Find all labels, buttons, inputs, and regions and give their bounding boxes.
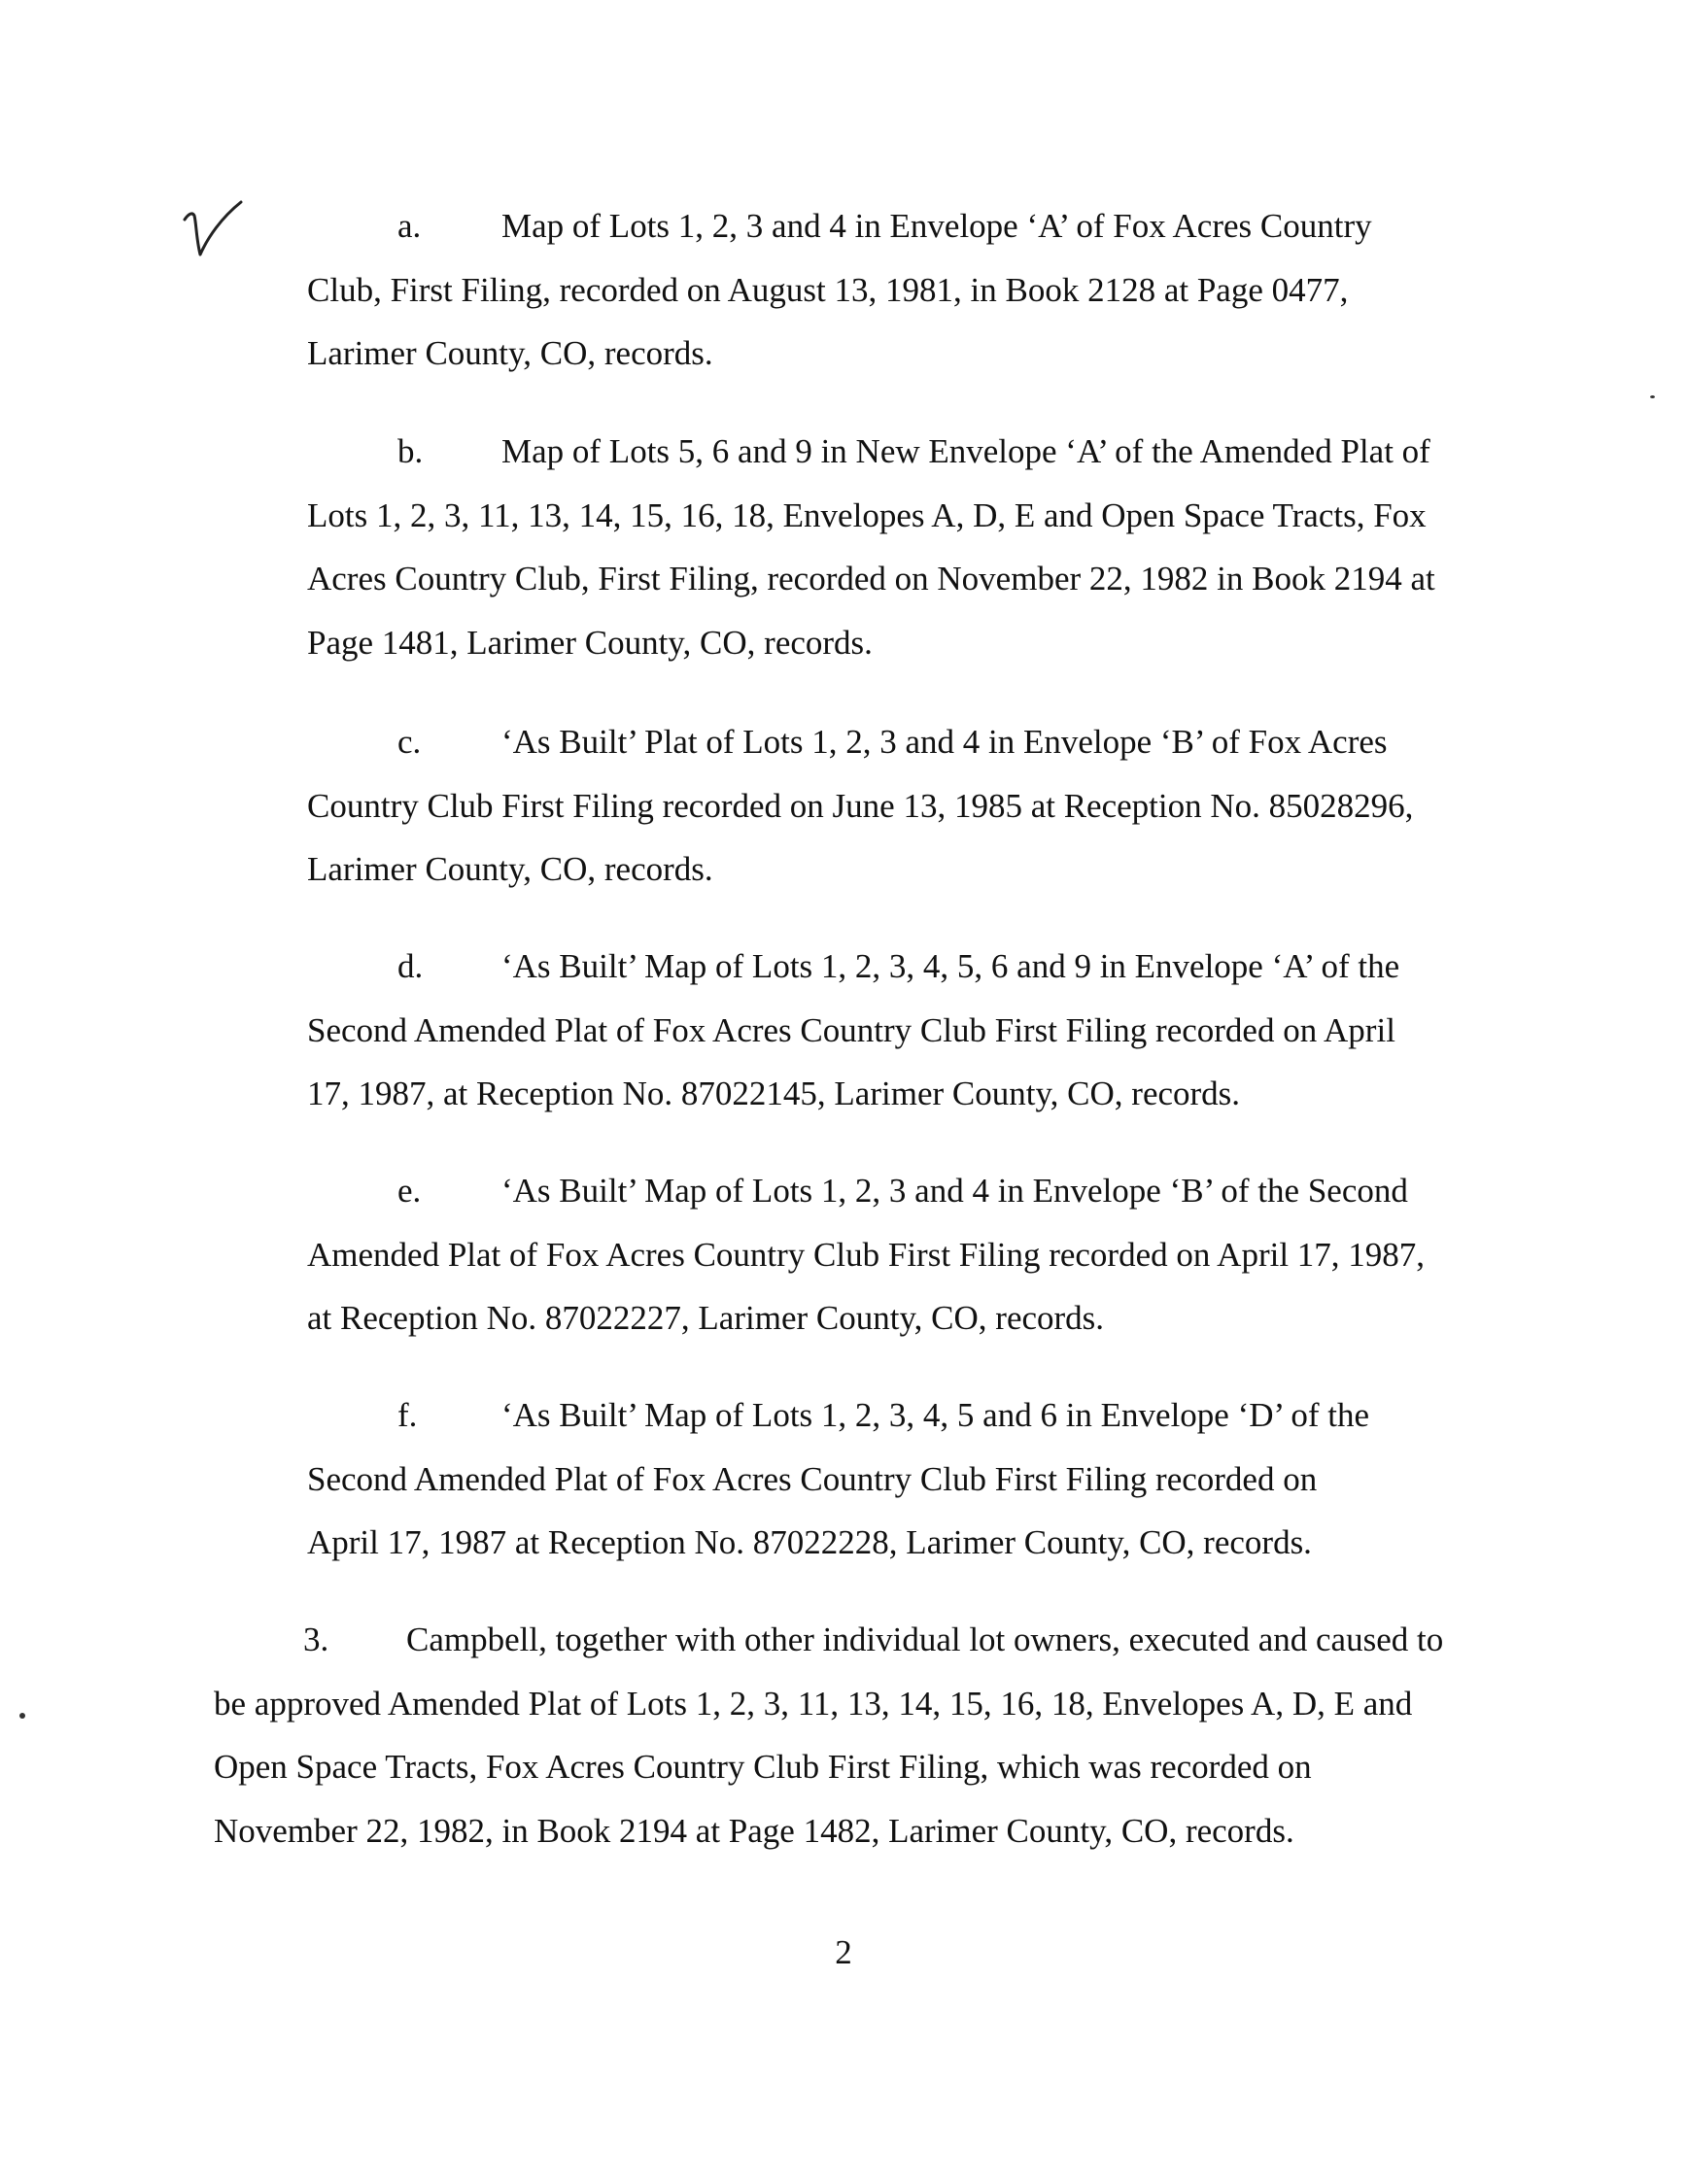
item-line: Second Amended Plat of Fox Acres Country Club First Filing recorded on April	[307, 1010, 1395, 1049]
list-item-f	[307, 1383, 1369, 1575]
item-line: Larimer County, CO, records.	[307, 850, 713, 888]
item-line: ‘As Built’ Map of Lots 1, 2, 3, 4, 5, 6 and 9 in Envelope ‘A’ of the	[501, 947, 1400, 985]
item-line: 17, 1987, at Reception No. 87022145, Larimer County, CO, records.	[307, 1075, 1241, 1112]
item-label: d.	[397, 947, 424, 985]
item-line: Page 1481, Larimer County, CO, records.	[307, 623, 873, 662]
item-line: Larimer County, CO, records.	[307, 334, 713, 372]
list-item-e	[307, 1159, 1425, 1350]
page-number: 2	[835, 1933, 852, 1971]
item-label: b.	[397, 432, 424, 470]
paragraph-number: 3.	[303, 1621, 329, 1658]
paragraph-3	[214, 1608, 1443, 1862]
handwritten-check-mark	[179, 194, 247, 262]
item-line: ‘As Built’ Map of Lots 1, 2, 3, 4, 5 and 6 in Envelope ‘D’ of the	[501, 1396, 1369, 1434]
item-line: ‘As Built’ Map of Lots 1, 2, 3 and 4 in Envelope ‘B’ of the Second	[501, 1172, 1408, 1210]
item-line: Club, First Filing, recorded on August 13, 1981, in Book 2128 at Page 0477,	[307, 270, 1349, 309]
item-line: at Reception No. 87022227, Larimer County, CO, records.	[307, 1299, 1105, 1337]
item-label: f.	[397, 1396, 418, 1434]
item-line: ‘As Built’ Plat of Lots 1, 2, 3 and 4 in Envelope ‘B’ of Fox Acres	[501, 723, 1388, 761]
item-line: Acres Country Club, First Filing, recorded on November 22, 1982 in Book 2194 at	[307, 560, 1435, 597]
item-label: e.	[397, 1172, 422, 1210]
scan-speck	[1650, 395, 1655, 398]
scan-speck	[19, 1713, 25, 1719]
item-line: Amended Plat of Fox Acres Country Club First Filing recorded on April 17, 1987,	[307, 1235, 1426, 1274]
paragraph-line: November 22, 1982, in Book 2194 at Page 1482, Larimer County, CO, records.	[214, 1811, 1294, 1850]
item-line: Second Amended Plat of Fox Acres Country Club First Filing recorded on	[307, 1459, 1318, 1498]
list-item-b	[307, 420, 1435, 674]
item-label: c.	[397, 723, 422, 761]
paragraph-line: Open Space Tracts, Fox Acres Country Club First Filing, which was recorded on	[214, 1748, 1312, 1786]
item-line: Country Club First Filing recorded on June 13, 1985 at Reception No. 85028296,	[307, 786, 1414, 825]
list-item-c	[307, 710, 1413, 902]
paragraph-line: be approved Amended Plat of Lots 1, 2, 3, 11, 13, 14, 15, 16, 18, Envelopes A, D, E and	[214, 1684, 1413, 1723]
paragraph-line: Campbell, together with other individual lot owners, executed and caused to	[406, 1621, 1444, 1658]
item-label: a.	[397, 207, 422, 245]
item-line: Lots 1, 2, 3, 11, 13, 14, 15, 16, 18, Envelopes A, D, E and Open Space Tracts, Fox	[307, 495, 1427, 534]
item-line: Map of Lots 5, 6 and 9 in New Envelope ‘A’ of the Amended Plat of	[501, 432, 1430, 470]
list-item-d	[307, 935, 1399, 1126]
item-line: Map of Lots 1, 2, 3 and 4 in Envelope ‘A’ of Fox Acres Country	[501, 207, 1372, 245]
item-line: April 17, 1987 at Reception No. 87022228, Larimer County, CO, records.	[307, 1523, 1312, 1561]
list-item-a	[307, 194, 1372, 386]
